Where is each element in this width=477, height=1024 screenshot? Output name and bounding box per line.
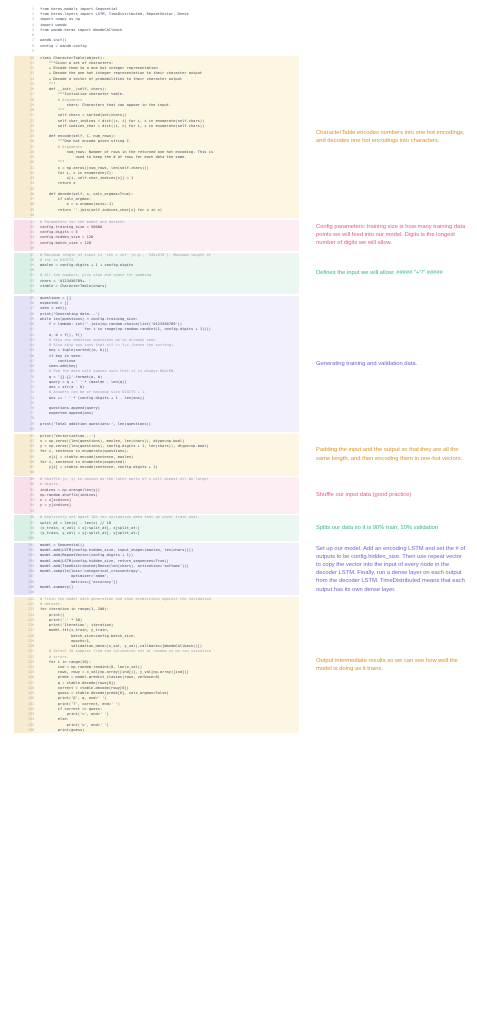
code-text: np.random.shuffle(indices) — [40, 492, 98, 497]
line-number: 79 — [30, 421, 34, 426]
section-annotation: Splits our data so it is 90% train, 10% validation — [316, 525, 439, 532]
code-text: for i, sentence in enumerate(expected): — [40, 459, 127, 464]
code-lines — [28, 543, 299, 595]
line-number: 97 — [30, 520, 34, 525]
section-annotation: Shuffle our input data (good practice) — [316, 492, 412, 499]
code-text: from wandb.keras import WandbCallback — [40, 27, 123, 32]
code-text: metrics=['accuracy']) — [40, 579, 118, 584]
code-text: config.hidden_size = 128 — [40, 235, 94, 240]
line-number: 28 — [30, 149, 34, 154]
line-number: 50 — [30, 268, 34, 273]
code-text: """Initialize character table. — [40, 92, 125, 97]
code-text: """One hot encode given string C. — [40, 139, 132, 144]
code-text: import numpy as np — [40, 17, 80, 22]
line-number: 20 — [30, 108, 34, 113]
line-number: 96 — [30, 515, 34, 520]
code-text: # Train the model each generation and show predictions against the validation — [40, 596, 211, 601]
line-number: 93 — [30, 498, 34, 503]
code-section — [14, 56, 299, 218]
section-annotation: CharacterTable encodes numbers into one hot encodings, and decodes one hot encodings into characters. — [316, 129, 465, 144]
line-number: 112 — [28, 602, 34, 607]
code-line — [30, 426, 299, 432]
code-lines — [28, 515, 299, 541]
line-number: 34 — [30, 181, 34, 186]
code-line — [30, 508, 299, 514]
code-section — [14, 7, 299, 54]
code-text: model.summary() — [40, 584, 74, 589]
code-text: optimizer='adam', — [40, 574, 109, 579]
code-text: from keras.layers import LSTM, TimeDistributed, RepeatVector, Dense — [40, 12, 189, 17]
code-line — [32, 48, 299, 54]
code-line — [30, 470, 299, 475]
line-number: 114 — [28, 612, 34, 617]
line-number: 15 — [30, 81, 34, 86]
line-number: 127 — [28, 680, 34, 685]
line-number: 60 — [30, 322, 34, 327]
code-text: + Encode them to a one hot integer representation — [40, 66, 158, 71]
line-number: 18 — [30, 97, 34, 102]
code-text: y = y[indices] — [40, 503, 72, 508]
code-text: config = wandb.config — [40, 43, 87, 48]
code-text: + Decode a vector of probabilities to their character output — [40, 76, 183, 81]
code-text: """ — [40, 108, 65, 113]
code-text: config.training_size = 50000 — [40, 224, 103, 229]
line-number: 120 — [28, 644, 34, 649]
line-number: 105 — [28, 563, 34, 568]
code-text: config.batch_size = 128 — [40, 240, 92, 245]
code-section — [14, 296, 299, 432]
code-text: expected = [] — [40, 301, 69, 306]
line-number: 108 — [28, 579, 34, 584]
code-text: seen.add(key) — [40, 364, 78, 369]
code-section — [14, 253, 299, 295]
line-number: 37 — [30, 197, 34, 202]
code-text: print('☑', end=' ') — [40, 712, 109, 717]
code-line — [30, 289, 299, 294]
code-text: questions = [] — [40, 295, 72, 300]
line-number: 33 — [30, 176, 34, 181]
line-number: 49 — [30, 263, 34, 267]
line-number: 62 — [30, 332, 34, 337]
line-number: 90 — [30, 482, 34, 487]
code-lines — [30, 477, 299, 514]
line-number: 133 — [28, 712, 34, 717]
code-text: for iteration in range(1, 200): — [40, 607, 109, 612]
line-number: 119 — [28, 638, 34, 643]
code-section — [14, 477, 299, 514]
code-text: guess = ctable.decode(preds[0], calc_argmax=False) — [40, 691, 169, 696]
code-text: for i in range(np.random.randint(1, config.digits + 1)))) — [40, 327, 211, 332]
code-section — [14, 515, 299, 541]
line-number: 95 — [30, 508, 34, 513]
line-number: 129 — [28, 691, 34, 696]
code-text: for i, sentence in enumerate(questions): — [40, 449, 129, 454]
code-text: # Arguments — [40, 97, 83, 102]
section-annotation: Generating training and validation data. — [316, 360, 418, 367]
code-text: x[i, self.char_indices[c]] = 1 — [40, 176, 134, 181]
line-number: 104 — [28, 558, 34, 563]
line-number: 2 — [32, 12, 34, 17]
line-number: 117 — [28, 628, 34, 633]
code-lines — [30, 55, 299, 218]
code-text: + Decode the one hot integer representation to their character output — [40, 71, 203, 76]
line-number: 7 — [32, 38, 34, 43]
code-lines — [30, 295, 299, 432]
code-text: import wandb — [40, 22, 67, 27]
line-number: 83 — [30, 444, 34, 449]
code-text: a, b = f(), f() — [40, 332, 83, 337]
line-number: 64 — [30, 343, 34, 348]
line-number: 69 — [30, 369, 34, 374]
line-number: 87 — [30, 465, 34, 470]
code-text: # Select 10 samples from the validation set at random so we can visualize — [40, 649, 211, 654]
code-text: config.digits = 5 — [40, 230, 78, 235]
code-text: """ — [40, 81, 56, 86]
code-text: q = ctable.decode(rowx[0]) — [40, 680, 116, 685]
code-lines — [30, 433, 299, 476]
line-number: 136 — [28, 727, 34, 732]
code-text: model.add(TimeDistributed(Dense(len(chars), activation='softmax'))) — [40, 563, 189, 568]
code-text: # Pad the data with spaces such that it is always MAXLEN. — [40, 369, 176, 374]
code-text: (y_train, y_val) = y[:split_at], y[split_at:] — [40, 531, 140, 536]
code-text: return x — [40, 181, 76, 186]
line-number: 13 — [30, 71, 34, 76]
code-text: (x_train, x_val) = x[:split_at], x[split_at:] — [40, 525, 140, 530]
line-number: 65 — [30, 348, 34, 353]
line-number: 21 — [30, 113, 34, 118]
line-number: 76 — [30, 405, 34, 410]
code-text: else: — [40, 717, 69, 722]
code-text: correct = ctable.decode(rowy[0]) — [40, 685, 129, 690]
line-number: 123 — [28, 659, 34, 664]
line-number: 101 — [28, 543, 34, 547]
code-text: if correct == guess: — [40, 706, 103, 711]
code-text: indices = np.arange(len(y)) — [40, 487, 100, 492]
code-text: maxlen = config.digits + 1 + config.digits — [40, 263, 134, 267]
line-number: 84 — [30, 449, 34, 454]
line-number: 124 — [28, 665, 34, 669]
section-annotation: Output intermediate results so we can see how well the model is doing as it trains. — [316, 657, 458, 673]
line-number: 73 — [30, 390, 34, 395]
code-text: seen = set() — [40, 306, 67, 311]
line-number: 72 — [30, 385, 34, 390]
line-number: 98 — [30, 525, 34, 530]
code-text: model.add(RepeatVector(config.digits + 1)) — [40, 553, 134, 558]
line-number: 89 — [30, 477, 34, 482]
line-number: 99 — [30, 531, 34, 536]
code-text: # dataset. — [40, 602, 63, 607]
line-number: 46 — [30, 245, 34, 250]
line-number: 26 — [30, 139, 34, 144]
code-text: q = '{}-{}'.format(a, b) — [40, 374, 103, 379]
line-number: 24 — [30, 129, 34, 134]
code-text: # Answers can be of maximum size DIGITS + 1. — [40, 390, 147, 395]
line-number: 53 — [30, 283, 34, 288]
code-text: chars = '0123456789+- ' — [40, 278, 92, 283]
code-text: x = x.argmax(axis=-1) — [40, 202, 114, 207]
code-line — [28, 536, 299, 541]
line-number: 130 — [28, 696, 34, 701]
line-number: 88 — [30, 470, 34, 475]
line-number: 125 — [28, 670, 34, 675]
code-text: while len(questions) < config.training_size: — [40, 316, 138, 321]
code-section — [14, 434, 299, 476]
line-number: 25 — [30, 134, 34, 139]
code-text: # Parameters for the model and dataset. — [40, 219, 127, 224]
line-number: 126 — [28, 675, 34, 680]
line-number: 31 — [30, 165, 34, 170]
line-number: 19 — [30, 102, 34, 107]
line-number: 12 — [30, 66, 34, 71]
code-text: print('☒', end=' ') — [40, 722, 109, 727]
line-number: 59 — [30, 316, 34, 321]
line-number: 61 — [30, 327, 34, 332]
code-text: print('Generating data...') — [40, 311, 100, 316]
line-number: 40 — [30, 212, 34, 217]
code-text: print('Vectorization...') — [40, 433, 96, 438]
code-section — [14, 543, 299, 595]
code-text: # int is DIGITS. — [40, 257, 76, 262]
code-text: y = np.zeros((len(questions), config.digits + 1, len(chars)), dtype=np.bool) — [40, 444, 209, 449]
line-number: 17 — [30, 92, 34, 97]
code-text: # Explicitly set apart 10% for validation data that we never train over. — [40, 515, 200, 520]
code-text: model.compile(loss='categorical_crossentropy', — [40, 569, 143, 574]
code-text: def encode(self, C, num_rows): — [40, 134, 116, 139]
line-number: 8 — [32, 43, 34, 48]
code-line — [30, 245, 299, 251]
section-annotation: Defines the input we will allow: ##### "+"/" ##### — [316, 270, 443, 277]
code-text: if calc_argmax: — [40, 197, 92, 202]
code-text: # Also skip any such that x+Y == Y+x (hence the sorting). — [40, 343, 176, 348]
code-text: split_at = len(x) - len(x) // 10 — [40, 520, 112, 525]
code-text: questions.append(query) — [40, 405, 100, 410]
line-number: 16 — [30, 87, 34, 92]
line-number: 80 — [30, 426, 34, 431]
code-lines — [30, 219, 299, 251]
code-text: rowx, rowy = x_val[np.array([ind])], y_val[np.array([ind])] — [40, 670, 189, 675]
line-number: 91 — [30, 487, 34, 492]
code-text: ans = str(a - b) — [40, 385, 85, 390]
code-text: model = Sequential() — [40, 543, 85, 547]
code-text: x[i] = ctable.encode(sentence, maxlen) — [40, 454, 134, 459]
line-number: 85 — [30, 454, 34, 459]
code-lines — [30, 252, 299, 295]
line-number: 115 — [28, 617, 34, 622]
code-text: x = x[indices] — [40, 498, 72, 503]
code-section — [14, 597, 299, 733]
code-line — [28, 727, 299, 733]
code-text: # Maximum length of input is 'int + int' (e.g., '345+678'). Maximum length of — [40, 252, 211, 257]
code-line — [28, 590, 299, 595]
line-number: 43 — [30, 230, 34, 235]
line-number: 9 — [32, 48, 34, 53]
code-text: from keras.models import Sequential — [40, 7, 118, 11]
line-number: 94 — [30, 503, 34, 508]
code-text: preds = model.predict_classes(rowx, verbose=0) — [40, 675, 160, 680]
code-text: if key in seen: — [40, 353, 83, 358]
code-text: self.char_indices = dict((c, i) for i, c in enumerate(self.chars)) — [40, 118, 205, 123]
code-text: used to keep the # of rows for each data the same. — [40, 155, 187, 160]
line-number: 55 — [30, 295, 34, 300]
section-annotation: Config parameters: training size is how many training data points we will feed into our model. Digits is the longest number of digits we will allow. — [316, 224, 466, 247]
line-number: 44 — [30, 235, 34, 240]
code-text: f = lambda: int(''.join(np.random.choice(list('0123456789')) — [40, 322, 183, 327]
code-text: ind = np.random.randint(0, len(x_val)) — [40, 665, 143, 669]
line-number: 22 — [30, 118, 34, 123]
line-number: 39 — [30, 207, 34, 212]
line-number: 109 — [28, 584, 34, 589]
line-number: 67 — [30, 358, 34, 363]
line-number: 116 — [28, 623, 34, 628]
line-number: 71 — [30, 379, 34, 384]
line-number: 6 — [32, 33, 34, 38]
code-text: print(guess) — [40, 727, 85, 732]
section-annotation: Set up our model. Add an encoding LSTM and set the # of outputs to be config.hidden_size. Then use repeat vector to copy the vector into the input of every node in the decoder LSTM. Finally, run a dense layer on each output from the decoder LSTM. TimeDistributed means that each output has its own dense layer. — [316, 545, 466, 593]
line-number: 106 — [28, 569, 34, 574]
line-number: 3 — [32, 17, 34, 22]
code-text: print('Q', q, end=' ') — [40, 696, 107, 701]
code-text: class CharacterTable(object): — [40, 55, 105, 60]
line-number: 74 — [30, 395, 34, 400]
line-number: 86 — [30, 459, 34, 464]
code-text: validation_data=(x_val, y_val),callbacks=[WandbCallback()]) — [40, 644, 203, 649]
code-text: key = tuple(sorted((a, b))) — [40, 348, 109, 353]
line-number: 77 — [30, 411, 34, 416]
code-text: epochs=1, — [40, 638, 92, 643]
line-number: 128 — [28, 685, 34, 690]
code-text: model.fit(x_train, y_train, — [40, 628, 109, 633]
line-number: 92 — [30, 492, 34, 497]
line-number: 27 — [30, 144, 34, 149]
line-number: 118 — [28, 633, 34, 638]
code-text: x = np.zeros((len(questions), maxlen, len(chars)), dtype=np.bool) — [40, 438, 185, 443]
code-text: """Given a set of characters: — [40, 60, 114, 65]
code-text: self.indices_char = dict((i, c) for i, c in enumerate(self.chars)) — [40, 123, 205, 128]
code-text: model.add(LSTM(config.hidden_size, input_shape=(maxlen, len(chars)))) — [40, 548, 194, 553]
line-number: 81 — [30, 433, 34, 438]
code-text: continue — [40, 358, 76, 363]
code-text: print('-' * 50) — [40, 617, 83, 622]
line-number: 32 — [30, 170, 34, 175]
line-number: 78 — [30, 416, 34, 421]
line-number: 132 — [28, 706, 34, 711]
line-number: 75 — [30, 400, 34, 405]
code-text: expected.append(ans) — [40, 411, 94, 416]
code-text: # Shuffle (x, y) in unison as the later parts of x will almost all be larger — [40, 477, 209, 482]
code-text: return ''.join(self.indices_char[x] for x in x) — [40, 207, 163, 212]
code-text: print('Total addition questions:', len(questions)) — [40, 421, 152, 426]
line-number: 42 — [30, 224, 34, 229]
line-number: 122 — [28, 654, 34, 659]
line-number: 14 — [30, 76, 34, 81]
line-number: 58 — [30, 311, 34, 316]
line-number: 57 — [30, 306, 34, 311]
line-number: 41 — [30, 219, 34, 224]
code-text: num_rows: Number of rows in the returned one hot encoding. This is — [40, 149, 214, 154]
code-text: for i, c in enumerate(C): — [40, 170, 114, 175]
line-number: 66 — [30, 353, 34, 358]
code-text: y[i] = ctable.encode(sentence, config.digits + 1) — [40, 465, 158, 470]
code-text: chars: Characters that can appear in the input. — [40, 102, 171, 107]
code-text: model.add(LSTM(config.hidden_size, return_sequences=True)) — [40, 558, 169, 563]
code-text: x = np.zeros((num_rows, len(self.chars))) — [40, 165, 149, 170]
line-number: 54 — [30, 289, 34, 294]
line-number: 82 — [30, 438, 34, 443]
line-number: 102 — [28, 548, 34, 553]
code-text: print('Iteration', iteration) — [40, 623, 114, 628]
code-text: # errors. — [40, 654, 69, 659]
code-text: batch_size=config.batch_size, — [40, 633, 136, 638]
line-number: 23 — [30, 123, 34, 128]
line-number: 100 — [28, 536, 34, 541]
line-number: 48 — [30, 257, 34, 262]
line-number: 110 — [28, 590, 34, 595]
line-number: 103 — [28, 553, 34, 558]
line-number: 121 — [28, 649, 34, 654]
code-text: query = q + ' ' * (maxlen - len(q)) — [40, 379, 127, 384]
code-text: # digits. — [40, 482, 60, 487]
line-number: 52 — [30, 278, 34, 283]
line-number: 47 — [30, 252, 34, 257]
code-lines — [32, 7, 299, 54]
line-number: 111 — [28, 596, 34, 601]
line-number: 68 — [30, 364, 34, 369]
line-number: 1 — [32, 7, 34, 11]
code-text: # Arguments — [40, 144, 83, 149]
code-text: wandb.init() — [40, 38, 67, 43]
line-number: 113 — [28, 607, 34, 612]
line-number: 11 — [30, 60, 34, 65]
line-number: 4 — [32, 22, 34, 27]
line-number: 29 — [30, 155, 34, 160]
code-text: # All the numbers, plus sign and space for padding. — [40, 273, 154, 278]
line-number: 30 — [30, 160, 34, 165]
code-section — [14, 220, 299, 251]
code-text: ans += ' ' * (config.digits + 1 - len(ans)) — [40, 395, 145, 400]
code-text: self.chars = sorted(set(chars)) — [40, 113, 127, 118]
line-number: 35 — [30, 186, 34, 191]
code-text: def decode(self, x, calc_argmax=True): — [40, 191, 134, 196]
section-annotation: Padding the input and the output so that they are all the same length, and then encoding them in one-hot vectors. — [316, 447, 463, 462]
line-number: 5 — [32, 27, 34, 32]
line-number: 38 — [30, 202, 34, 207]
line-number: 45 — [30, 240, 34, 245]
code-text: for i in range(10): — [40, 659, 92, 664]
line-number: 131 — [28, 701, 34, 706]
line-number: 134 — [28, 717, 34, 722]
line-number: 63 — [30, 337, 34, 342]
code-text: print('T', correct, end=' ') — [40, 701, 120, 706]
code-text: """ — [40, 160, 65, 165]
code-text: ctable = CharacterTable(chars) — [40, 283, 107, 288]
line-number: 107 — [28, 574, 34, 579]
code-lines — [28, 596, 299, 733]
code-text: # Skip any addition questions we've already seen — [40, 337, 156, 342]
code-line — [30, 212, 299, 218]
line-number: 10 — [30, 55, 34, 60]
line-number: 70 — [30, 374, 34, 379]
line-number: 51 — [30, 273, 34, 278]
line-number: 56 — [30, 301, 34, 306]
code-text: print() — [40, 612, 65, 617]
code-text: def __init__(self, chars): — [40, 87, 107, 92]
line-number: 36 — [30, 191, 34, 196]
line-number: 135 — [28, 722, 34, 727]
